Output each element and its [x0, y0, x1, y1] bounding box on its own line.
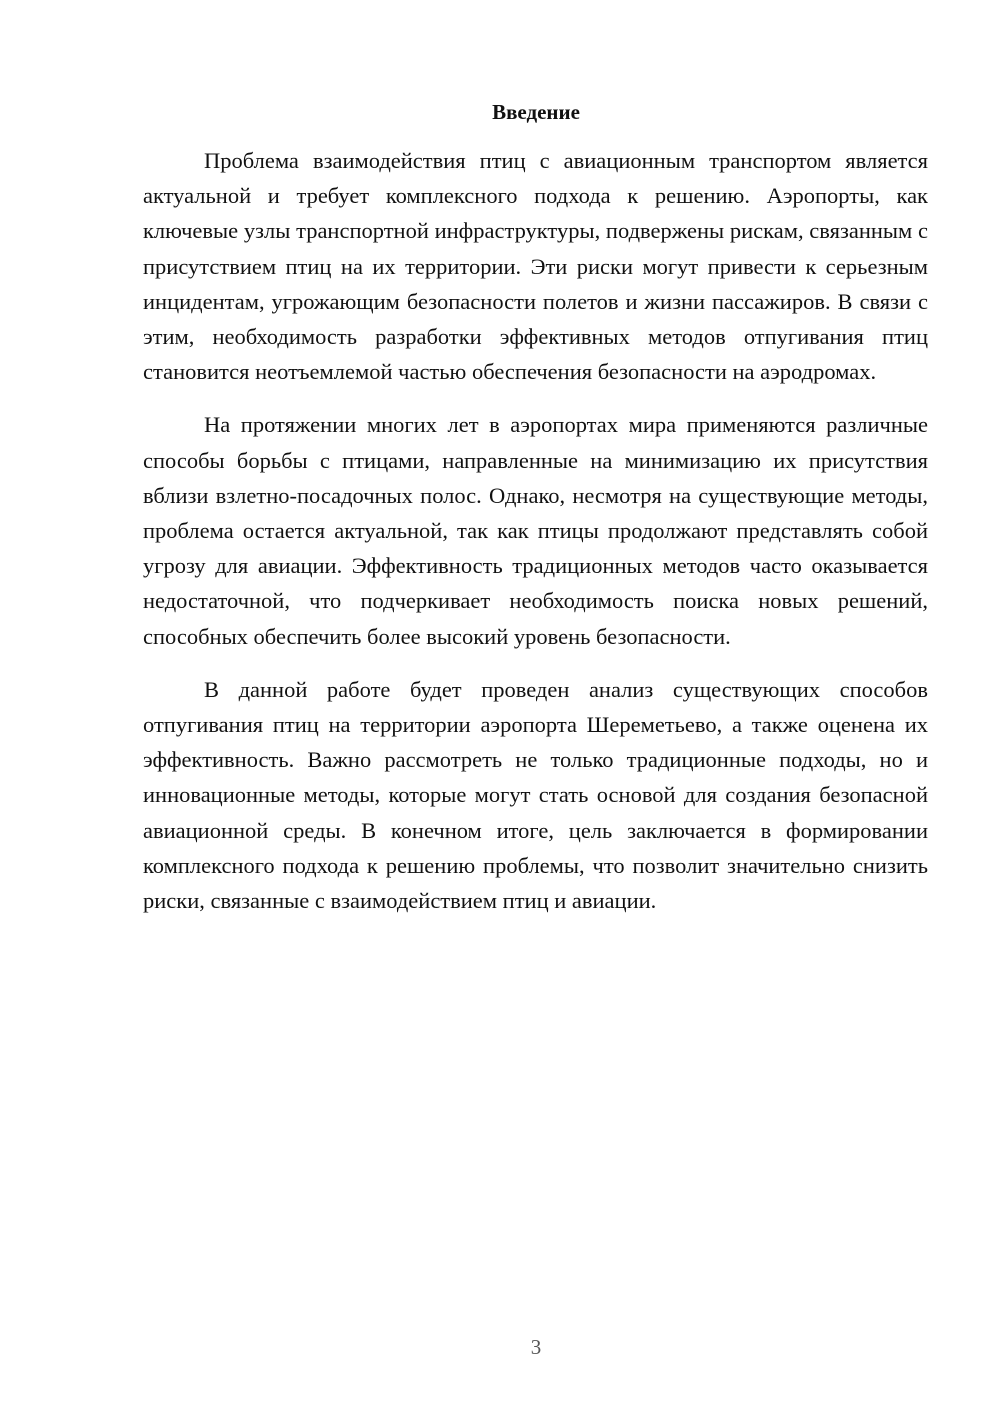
paragraph-3: В данной работе будет проведен анализ существующих способов отпугивания птиц на территории аэропорта Шереметьево, а также оценена их эффективность. Важно рассмотреть не только традиционные подходы, но и инновационные методы, которые могут стать основой для создания безопасной авиационной среды. В конечном итоге, цель заключается в формировании комплексного подхода к решению проблемы, что позволит значительно снизить риски, связанные с взаимодействием птиц и авиации.	[143, 676, 928, 914]
section-heading: Введение	[492, 100, 580, 124]
body-text	[143, 143, 928, 918]
paragraph-1: Проблема взаимодействия птиц с авиационным транспортом является актуальной и требует комплексного подхода к решению. Аэропорты, как ключевые узлы транспортной инфраструктуры, подвержены рискам, связанным с присутствием птиц на их территории. Эти риски могут привести к серьезным инцидентам, угрожающим безопасности полетов и жизни пассажиров. В связи с этим, необходимость разработки эффективных методов отпугивания птиц становится неотъемлемой частью обеспечения безопасности на аэродромах.	[143, 148, 928, 385]
paragraph-2: На протяжении многих лет в аэропортах мира применяются различные способы борьбы с птицами, направленные на минимизацию их присутствия вблизи взлетно-посадочных полос. Однако, несмотря на существующие методы, проблема остается актуальной, так как птицы продолжают представлять собой угрозу для авиации. Эффективность традиционных методов часто оказывается недостаточной, что подчеркивает необходимость поиска новых решений, способных обеспечить более высокий уровень безопасности.	[143, 412, 928, 649]
page-number: 3	[530, 1335, 542, 1359]
